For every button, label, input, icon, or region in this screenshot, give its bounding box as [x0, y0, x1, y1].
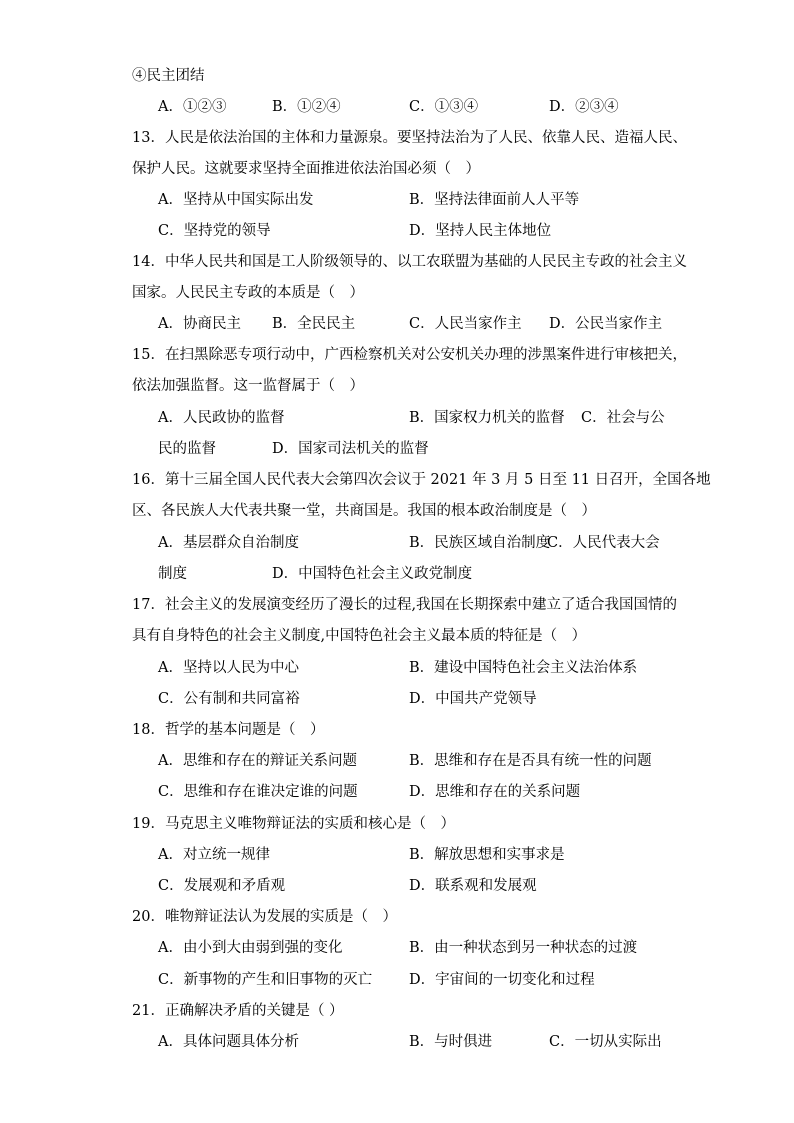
q20-option-d: D．宇宙间的一切变化和过程 [409, 972, 595, 988]
pre-item-4: ④民主团结 [132, 68, 205, 84]
q17-option-d: D．中国共产党领导 [409, 691, 537, 707]
q13-option-d: D．坚持人民主体地位 [409, 223, 552, 239]
q13-option-a: A．坚持从中国实际出发 [158, 192, 314, 208]
q13-option-b: B．坚持法律面前人人平等 [409, 192, 580, 208]
q13-option-c: C．坚持党的领导 [158, 223, 271, 239]
q15-stem-line-1: 15．在扫黑除恶专项行动中，广西检察机关对公安机关办理的涉黑案件进行审核把关， [132, 347, 687, 363]
pre-option-b: B．①②④ [272, 99, 341, 115]
q18-option-b: B．思维和存在是否具有统一性的问题 [409, 753, 652, 769]
q20-option-c: C．新事物的产生和旧事物的灭亡 [158, 972, 373, 988]
q16-option-a: A．基层群众自治制度 [158, 535, 299, 551]
q17-stem-line-2: 具有自身特色的社会主义制度,中国特色社会主义最本质的特征是（ ） [132, 628, 587, 644]
q18-stem: 18．哲学的基本问题是（ ） [132, 722, 325, 738]
q20-option-a: A．由小到大由弱到强的变化 [158, 940, 343, 956]
q16-option-c: C．人民代表大会 [547, 535, 660, 551]
q20-option-b: B．由一种状态到另一种状态的过渡 [409, 940, 638, 956]
q15-option-a: A．人民政协的监督 [158, 410, 285, 426]
q15-option-d: D．国家司法机关的监督 [272, 441, 429, 457]
q14-stem-line-2: 国家。人民民主专政的本质是（ ） [132, 285, 364, 301]
q16-stem-line-2: 区、各民族人大代表共聚一堂，共商国是。我国的根本政治制度是（ ） [132, 503, 596, 519]
q16-option-d: D．中国特色社会主义政党制度 [272, 566, 473, 582]
q15-option-c-cont: 民的监督 [158, 441, 216, 457]
q19-stem: 19．马克思主义唯物辩证法的实质和核心是（ ） [132, 816, 455, 832]
q21-option-c: C．一切从实际出 [549, 1034, 662, 1050]
q17-option-c: C．公有制和共同富裕 [158, 691, 300, 707]
q18-option-a: A．思维和存在的辩证关系问题 [158, 753, 357, 769]
q15-stem-line-2: 依法加强监督。这一监督属于（ ） [132, 378, 364, 394]
q21-option-a: A．具体问题具体分析 [158, 1034, 299, 1050]
q19-option-a: A．对立统一规律 [158, 847, 270, 863]
q16-stem-line-1: 16．第十三届全国人民代表大会第四次会议于 2021 年 3 月 5 日至 11 日召开，全国各地 [132, 472, 711, 488]
q14-stem-line-1: 14．中华人民共和国是工人阶级领导的、以工农联盟为基础的人民民主专政的社会主义 [132, 254, 687, 270]
q14-option-a: A．协商民主 [158, 316, 241, 332]
q21-option-b: B．与时俱进 [409, 1034, 493, 1050]
q19-option-b: B．解放思想和实事求是 [409, 847, 565, 863]
pre-option-c: C．①③④ [409, 99, 479, 115]
pre-option-a: A．①②③ [158, 99, 227, 115]
q14-option-c: C．人民当家作主 [409, 316, 522, 332]
q16-option-b: B．民族区域自治制度 [409, 535, 551, 551]
q13-stem-line-1: 13．人民是依法治国的主体和力量源泉。要坚持法治为了人民、依靠人民、造福人民、 [132, 130, 687, 146]
q14-option-d: D．公民当家作主 [549, 316, 663, 332]
q13-stem-line-2: 保护人民。这就要求坚持全面推进依法治国必须（ ） [132, 161, 480, 177]
q15-option-b: B．国家权力机关的监督 [409, 410, 565, 426]
q19-option-d: D．联系观和发展观 [409, 878, 537, 894]
q17-stem-line-1: 17．社会主义的发展演变经历了漫长的过程,我国在长期探索中建立了适合我国国情的 [132, 597, 678, 613]
q21-stem: 21．正确解决矛盾的关键是（ ） [132, 1003, 344, 1019]
q18-option-c: C．思维和存在谁决定谁的问题 [158, 784, 358, 800]
q14-option-b: B．全民民主 [272, 316, 356, 332]
q18-option-d: D．思维和存在的关系问题 [409, 784, 581, 800]
q17-option-a: A．坚持以人民为中心 [158, 660, 299, 676]
q19-option-c: C．发展观和矛盾观 [158, 878, 286, 894]
q16-option-c-cont: 制度 [158, 566, 187, 582]
pre-option-d: D．②③④ [549, 99, 619, 115]
q15-option-c: C．社会与公 [581, 410, 665, 426]
q17-option-b: B．建设中国特色社会主义法治体系 [409, 660, 638, 676]
q20-stem: 20．唯物辩证法认为发展的实质是（ ） [132, 909, 397, 925]
